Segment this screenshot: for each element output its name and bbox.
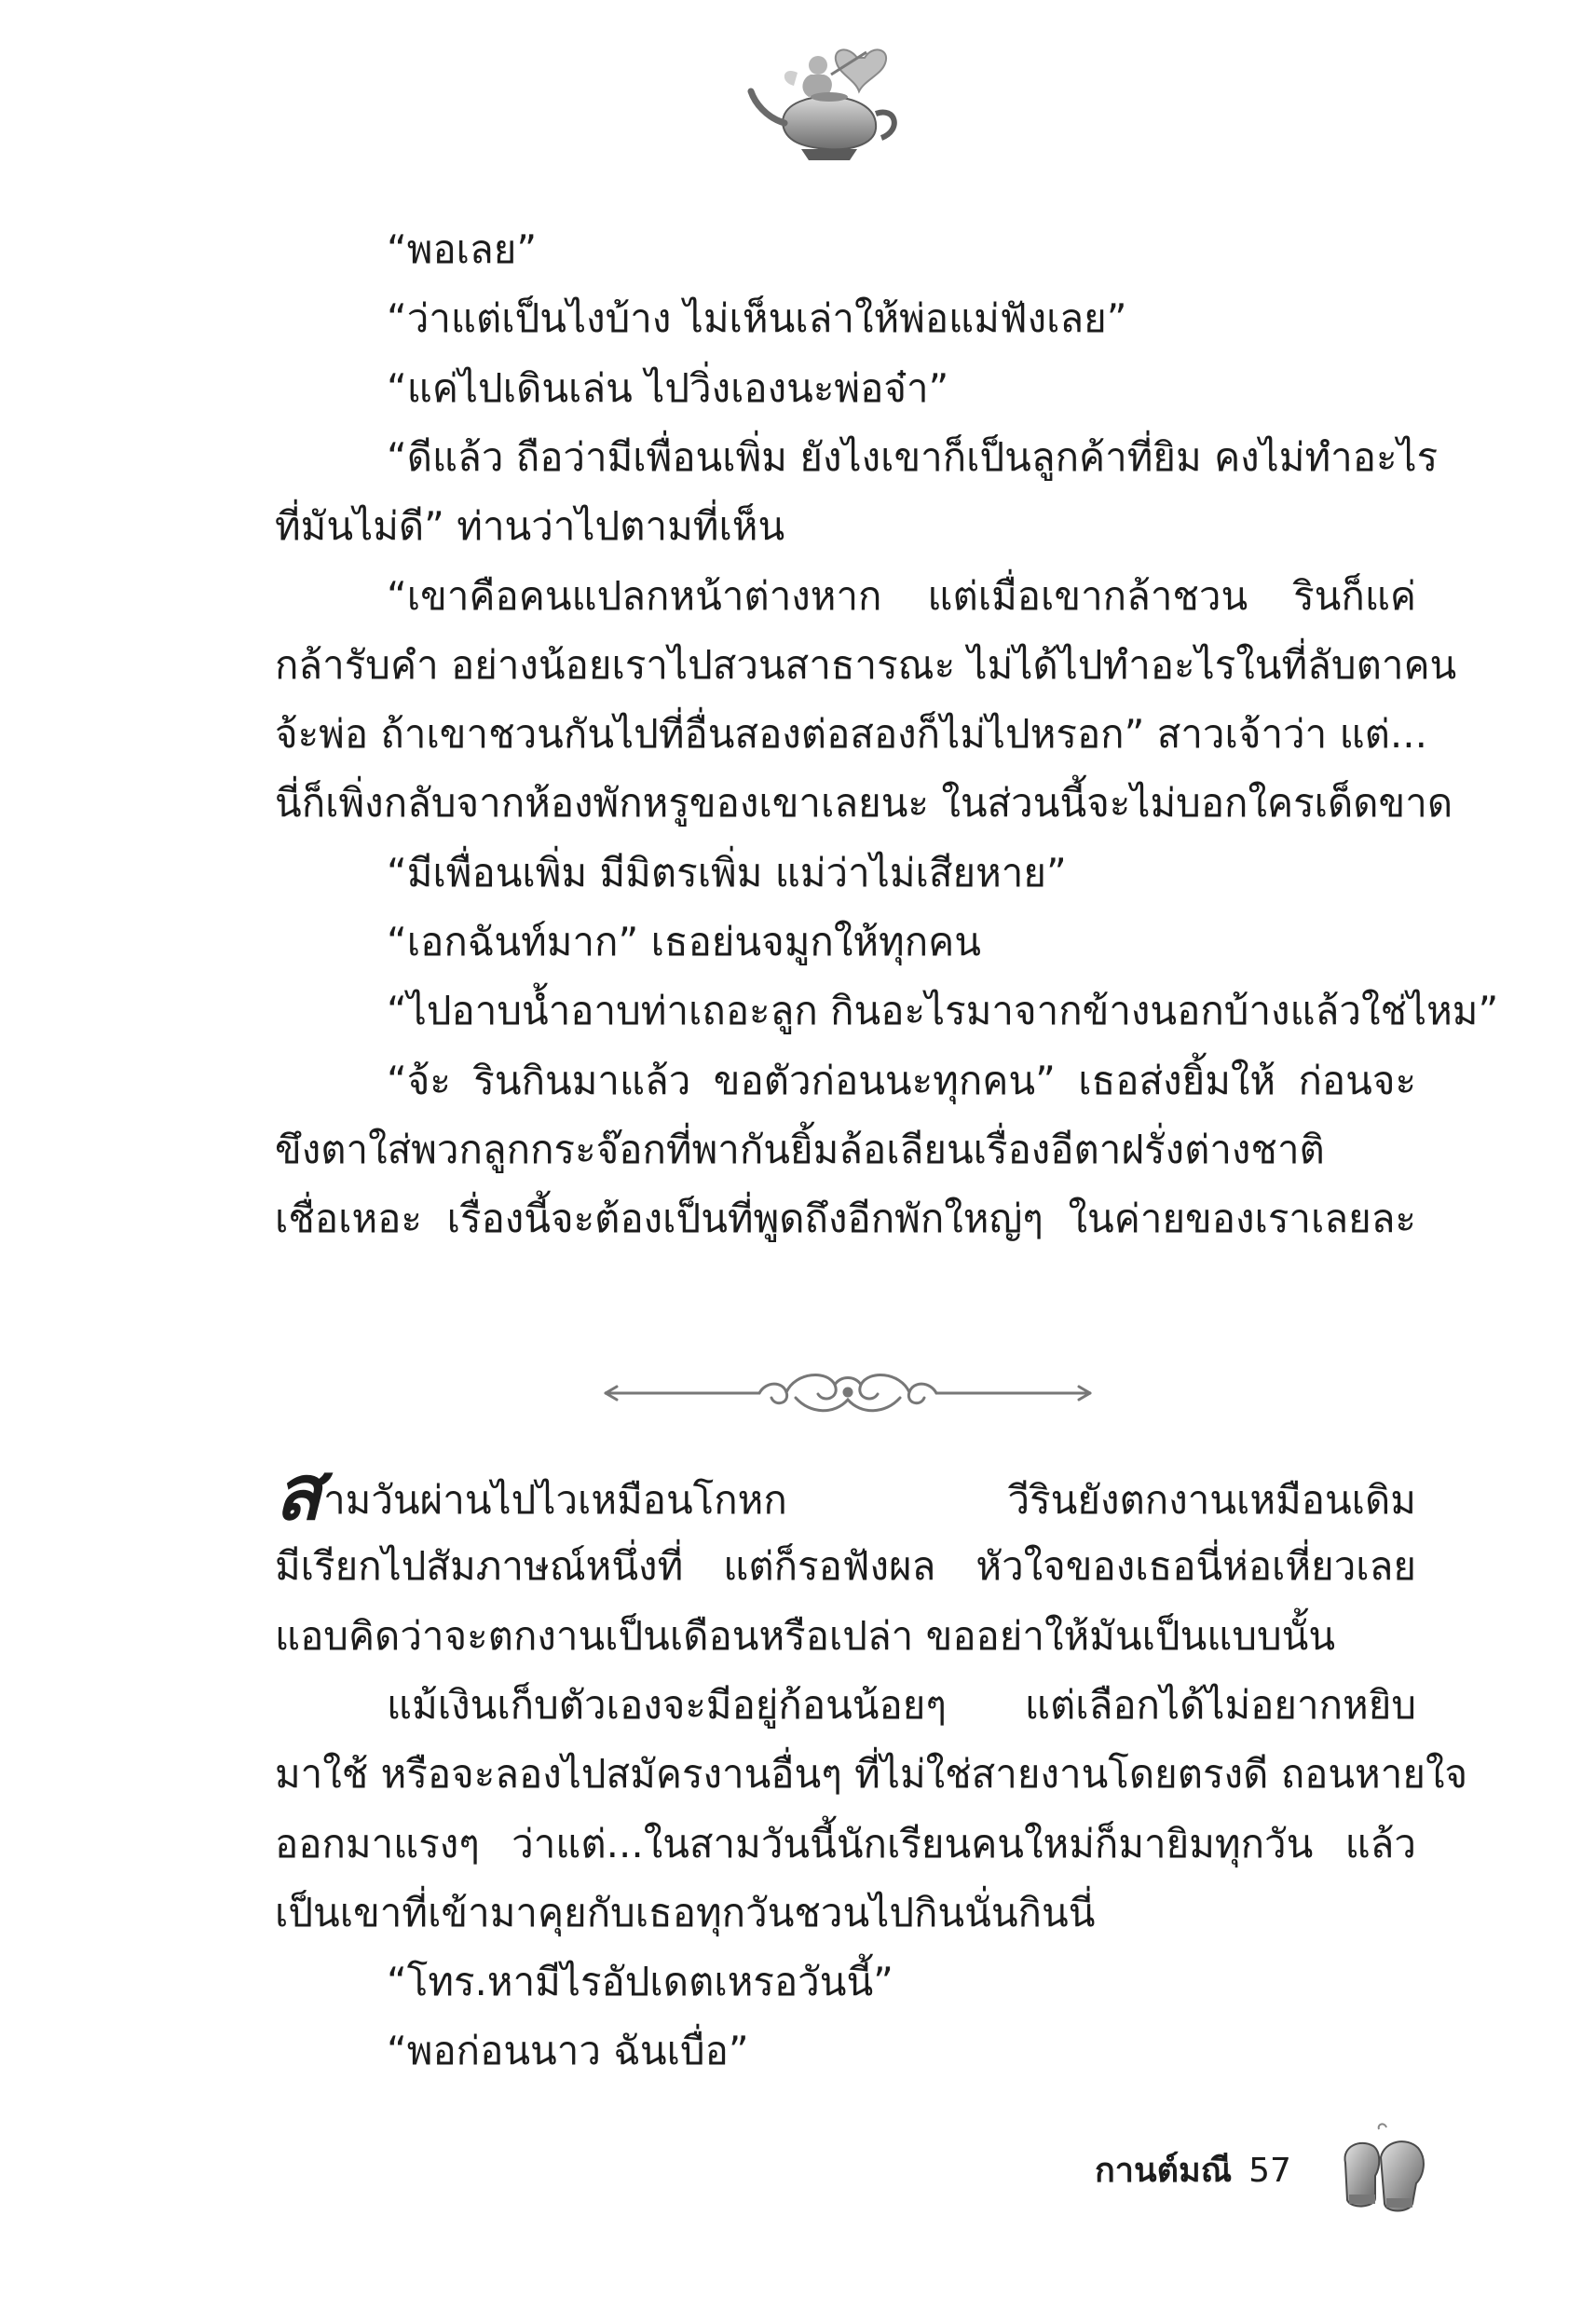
text-line: เป็นเขาที่เข้ามาคุยกับเธอทุกวันชวนไปกินนั่นกินนี่ bbox=[275, 1889, 1096, 1935]
scroll-divider-icon bbox=[596, 1361, 1099, 1426]
text-line: “พอก่อนนาว ฉันเบื่อ” bbox=[387, 2028, 749, 2074]
text-line: “ว่าแต่เป็นไงบ้าง ไม่เห็นเล่าให้พ่อแม่ฟังเลย” bbox=[387, 295, 1127, 342]
text-line: “มีเพื่อนเพิ่ม มีมิตรเพิ่ม แม่ว่าไม่เสียหาย” bbox=[387, 849, 1067, 896]
text-line: แอบคิดว่าจะตกงานเป็นเดือนหรือเปล่า ขออย่าให้มันเป็นแบบนั้น bbox=[275, 1612, 1336, 1659]
text-line: “ไปอาบน้ำอาบท่าเถอะลูก กินอะไรมาจากข้างนอกบ้างแล้วใช่ไหม” bbox=[387, 988, 1499, 1034]
drop-cap: ส bbox=[275, 1449, 322, 1538]
text-line: “เขาคือคนแปลกหน้าต่างหาก แต่เมื่อเขากล้าชวน รินก็แค่ bbox=[387, 572, 1416, 619]
opening-line-text: ามวันผ่านไปไวเหมือนโกหก วีรินยังตกงานเหมือนเดิม bbox=[323, 1477, 1416, 1523]
page-footer bbox=[1095, 2143, 1291, 2199]
text-line: “โทร.หามีไรอัปเดตเหรอวันนี้” bbox=[387, 1959, 893, 2005]
text-line: ที่มันไม่ดี” ท่านว่าไปตามที่เห็น bbox=[275, 503, 785, 550]
text-line: นี่ก็เพิ่งกลับจากห้องพักหรูของเขาเลยนะ ในส่วนนี้จะไม่บอกใครเด็ดขาด bbox=[275, 780, 1453, 827]
text-line: มีเรียกไปสัมภาษณ์หนึ่งที่ แต่ก็รอฟังผล หัวใจของเธอนี่ห่อเหี่ยวเลย bbox=[275, 1543, 1416, 1590]
text-line: “พอเลย” bbox=[387, 226, 538, 272]
paragraph-opening-line bbox=[275, 1449, 1416, 1538]
text-line: มาใช้ หรือจะลองไปสมัครงานอื่นๆ ที่ไม่ใช่สายงานโดยตรงดี ถอนหายใจ bbox=[275, 1751, 1468, 1798]
book-title: กานต์มณี bbox=[1095, 2152, 1233, 2190]
text-line: “แค่ไปเดินเล่น ไปวิ่งเองนะพ่อจ๋า” bbox=[387, 364, 949, 411]
text-line: “เอกฉันท์มาก” เธอย่นจมูกให้ทุกคน bbox=[387, 919, 981, 964]
text-line: เชื่อเหอะ เรื่องนี้จะต้องเป็นที่พูดถึงอีกพักใหญ่ๆ ในค่ายของเราเลยละ bbox=[275, 1196, 1416, 1242]
text-line: ออกมาแรงๆ ว่าแต่...ในสามวันนี้นักเรียนคนใหม่ก็มายิมทุกวัน แล้ว bbox=[275, 1820, 1416, 1867]
text-line: “ดีแล้ว ถือว่ามีเพื่อนเพิ่ม ยังไงเขาก็เป็นลูกค้าที่ยิม คงไม่ทำอะไร bbox=[387, 433, 1439, 480]
text-line: จ้ะพ่อ ถ้าเขาชวนกันไปที่อื่นสองต่อสองก็ไม่ไปหรอก” สาวเจ้าว่า แต่... bbox=[275, 711, 1427, 758]
cupid-teapot-icon bbox=[745, 37, 908, 172]
text-line: ขึงตาใส่พวกลูกกระจ๊อกที่พากันยิ้มล้อเลียนเรื่องอีตาฝรั่งต่างชาติ bbox=[275, 1126, 1325, 1172]
text-line: กล้ารับคำ อย่างน้อยเราไปสวนสาธารณะ ไม่ได้ไปทำอะไรในที่ลับตาคน bbox=[275, 641, 1457, 688]
page-number: 57 bbox=[1248, 2152, 1291, 2190]
text-line: แม้เงินเก็บตัวเองจะมีอยู่ก้อนน้อยๆ แต่เลือกได้ไม่อยากหยิบ bbox=[387, 1681, 1416, 1728]
text-line: “จ้ะ รินกินมาแล้ว ขอตัวก่อนนะทุกคน” เธอส่งยิ้มให้ ก่อนจะ bbox=[387, 1057, 1416, 1103]
boxing-gloves-icon bbox=[1332, 2120, 1435, 2222]
